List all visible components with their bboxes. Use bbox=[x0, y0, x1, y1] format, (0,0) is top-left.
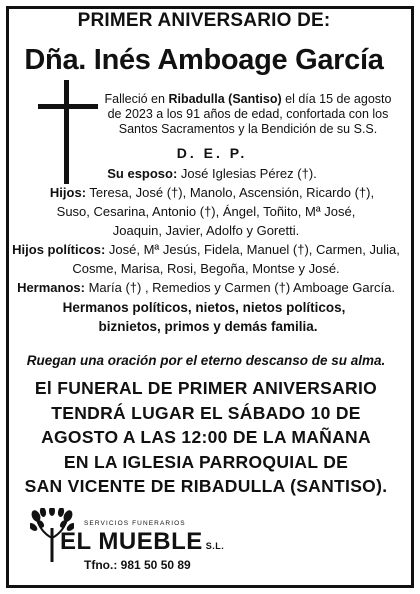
siblings-line: Hermanos: María (†) , Remedios y Carmen (†) Amboage García. bbox=[17, 280, 395, 295]
children-line-1: Hijos: Teresa, José (†), Manolo, Ascensión, Ricardo (†), bbox=[49, 185, 375, 200]
funeral-line-2: TENDRÁ LUGAR EL SÁBADO 10 DE bbox=[51, 402, 361, 423]
phone-number: Tfno.: 981 50 50 89 bbox=[84, 558, 191, 572]
in-laws-line-1: Hijos políticos: José, Mª Jesús, Fidela, Manuel (†), Carmen, Julia, bbox=[12, 242, 400, 257]
spouse-line: Su esposo: José Iglesias Pérez (†). bbox=[107, 166, 317, 181]
rip-label: D. E. P. bbox=[176, 145, 248, 161]
funeral-line-4: EN LA IGLESIA PARROQUIAL DE bbox=[63, 451, 349, 472]
in-laws-line-2: Cosme, Marisa, Rosi, Begoña, Montse y José. bbox=[72, 261, 340, 276]
prayer-request: Ruegan una oración por el eterno descanso de su alma. bbox=[26, 353, 386, 368]
other-relatives-line-2: biznietos, primos y demás familia. bbox=[98, 319, 318, 334]
funeral-line-3: AGOSTO A LAS 12:00 DE LA MAÑANA bbox=[41, 427, 371, 447]
children-line-3: Joaquin, Javier, Adolfo y Goretti. bbox=[112, 223, 300, 238]
notice-heading: PRIMER ANIVERSARIO DE: bbox=[77, 10, 331, 31]
other-relatives-line-1: Hermanos políticos, nietos, nietos políticos, bbox=[62, 300, 346, 315]
children-line-2: Suso, Cesarina, Antonio (†), Ángel, Toñito, Mª José, bbox=[56, 204, 356, 219]
logo-subtitle: SERVICIOS FUNERARIOS bbox=[84, 520, 186, 527]
funeral-details bbox=[0, 376, 412, 499]
intro-line-1: Falleció en Ribadulla (Santiso) el día 15 de agosto bbox=[104, 92, 392, 106]
funeral-line-5: SAN VICENTE DE RIBADULLA (SANTISO). bbox=[24, 476, 388, 496]
intro-line-3: Santos Sacramentos y la Bendición de su S.S. bbox=[118, 122, 378, 136]
funeral-home-logo bbox=[30, 508, 225, 578]
deceased-name: Dña. Inés Amboage García bbox=[24, 44, 384, 76]
death-announcement bbox=[98, 92, 398, 137]
intro-line-2: de 2023 a los 91 años de edad, confortada con los bbox=[107, 107, 389, 121]
logo-brand: EL MUEBLE S.L. bbox=[60, 528, 225, 555]
place-name: Ribadulla (Santiso) bbox=[168, 92, 282, 106]
logo-suffix: S.L. bbox=[205, 541, 225, 551]
funeral-line-1: El FUNERAL DE PRIMER ANIVERSARIO bbox=[34, 378, 378, 398]
